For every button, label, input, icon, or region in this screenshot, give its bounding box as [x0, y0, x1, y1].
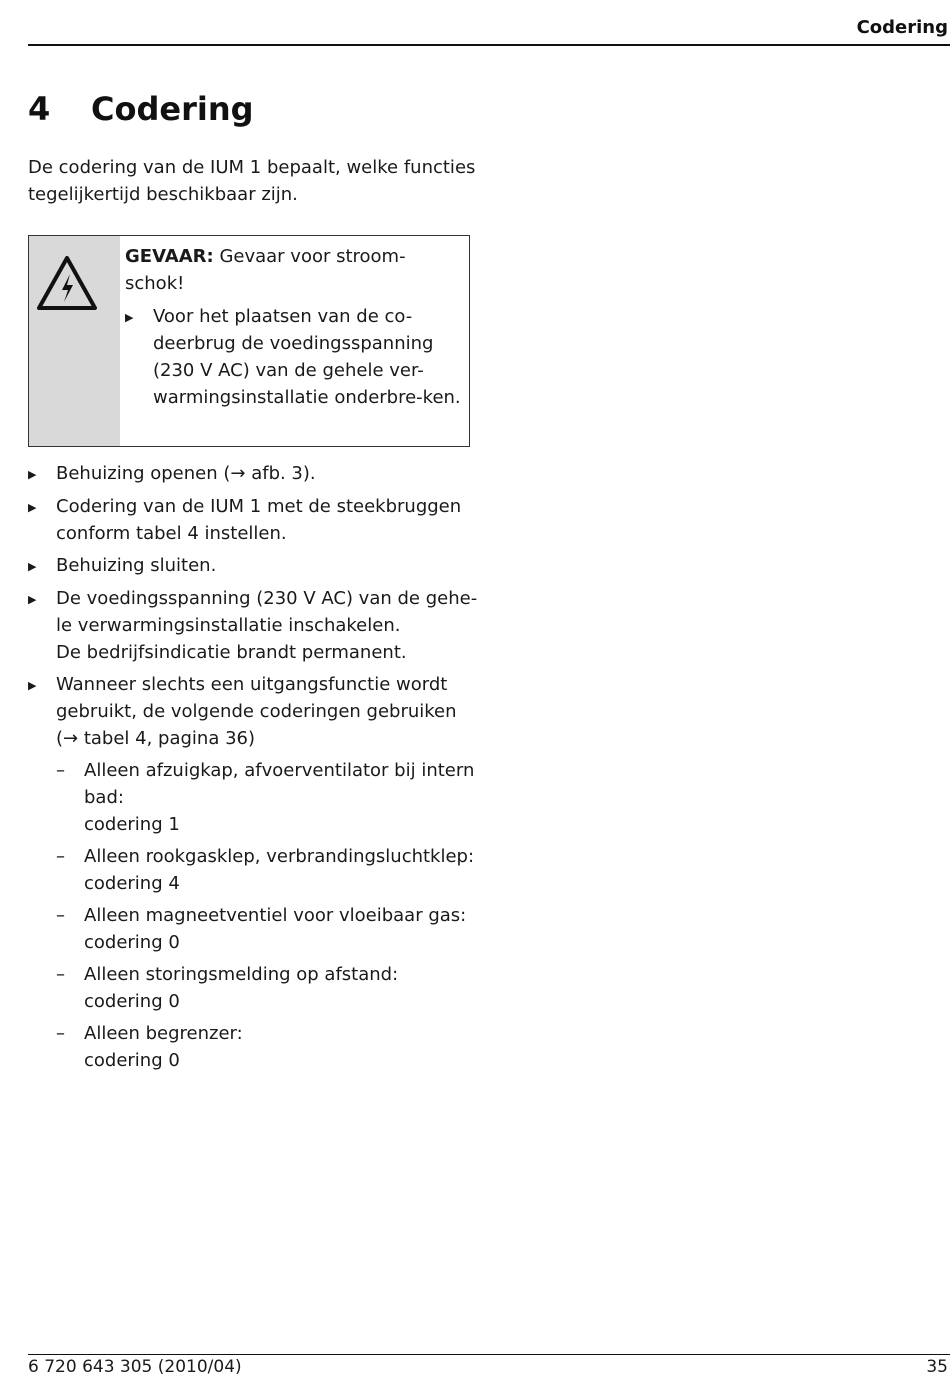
step-list: [28, 460, 478, 1079]
bullet-triangle-icon: ▶: [125, 311, 134, 324]
chapter-title: Codering: [91, 90, 254, 128]
electric-shock-warning-icon: [35, 252, 99, 316]
chapter-heading: [28, 90, 254, 128]
step-text: De voedingsspanning (230 V AC) van de gehe-le verwarmingsinstallatie inschakelen.: [56, 588, 478, 636]
list-item: [28, 493, 478, 547]
coding-label: Alleen storingsmelding op afstand:: [84, 964, 399, 985]
step-text: Wanneer slechts een uitgangsfunctie wordt gebruikt, de volgende coderingen gebruiken (→ tabel 4, pagina 36): [56, 674, 457, 749]
step-text: Codering van de IUM 1 met de steekbruggen conform tabel 4 instellen.: [56, 496, 462, 544]
notice-label: GEVAAR:: [125, 246, 214, 267]
page-number: 35: [926, 1357, 948, 1377]
notice-text: Gevaar voor stroom-schok!: [125, 246, 406, 294]
footer-rule: [28, 1354, 950, 1355]
step-text: Behuizing sluiten.: [56, 555, 217, 576]
coding-label: Alleen magneetventiel voor vloeibaar gas:: [84, 905, 467, 926]
intro-paragraph: De codering van de IUM 1 bepaalt, welke functies tegelijkertijd beschikbaar zijn.: [28, 157, 476, 205]
coding-item: [56, 902, 478, 956]
dash-icon: –: [56, 846, 65, 867]
coding-value: codering 0: [84, 991, 180, 1012]
notice-content: [120, 236, 469, 446]
dash-icon: –: [56, 1023, 65, 1044]
list-item: [28, 585, 478, 666]
dash-icon: –: [56, 760, 65, 781]
document-number: 6 720 643 305 (2010/04): [28, 1357, 242, 1377]
coding-item: [56, 1020, 478, 1074]
coding-label: Alleen afzuigkap, afvoerventilator bij intern bad:: [84, 760, 475, 808]
notice-bullet: [125, 303, 463, 411]
danger-notice: [28, 235, 470, 447]
coding-value: codering 4: [84, 873, 180, 894]
chapter-number: 4: [28, 90, 51, 128]
list-item: [28, 552, 478, 580]
step-result: De bedrijfsindicatie brandt permanent.: [56, 642, 407, 663]
bullet-triangle-icon: ▶: [28, 560, 37, 573]
dash-icon: –: [56, 905, 65, 926]
notice-sidebar: [29, 236, 120, 446]
coding-value: codering 0: [84, 932, 180, 953]
list-item: [28, 671, 478, 752]
notice-bullet-text: Voor het plaatsen van de co-deerbrug de voedingsspanning (230 V AC) van de gehele ver-warmingsinstallatie onderbre-ken.: [153, 306, 461, 408]
bullet-triangle-icon: ▶: [28, 468, 37, 481]
header-rule: [28, 44, 950, 46]
notice-heading: [125, 243, 463, 297]
coding-item: [56, 961, 478, 1015]
coding-value: codering 1: [84, 814, 180, 835]
bullet-triangle-icon: ▶: [28, 679, 37, 692]
coding-item: [56, 757, 478, 838]
bullet-triangle-icon: ▶: [28, 593, 37, 606]
coding-value: codering 0: [84, 1050, 180, 1071]
running-header: Codering: [856, 17, 948, 38]
coding-label: Alleen rookgasklep, verbrandingsluchtklep:: [84, 846, 475, 867]
coding-item: [56, 843, 478, 897]
bullet-triangle-icon: ▶: [28, 501, 37, 514]
coding-label: Alleen begrenzer:: [84, 1023, 243, 1044]
step-text: Behuizing openen (→ afb. 3).: [56, 463, 316, 484]
dash-icon: –: [56, 964, 65, 985]
list-item: [28, 460, 478, 488]
